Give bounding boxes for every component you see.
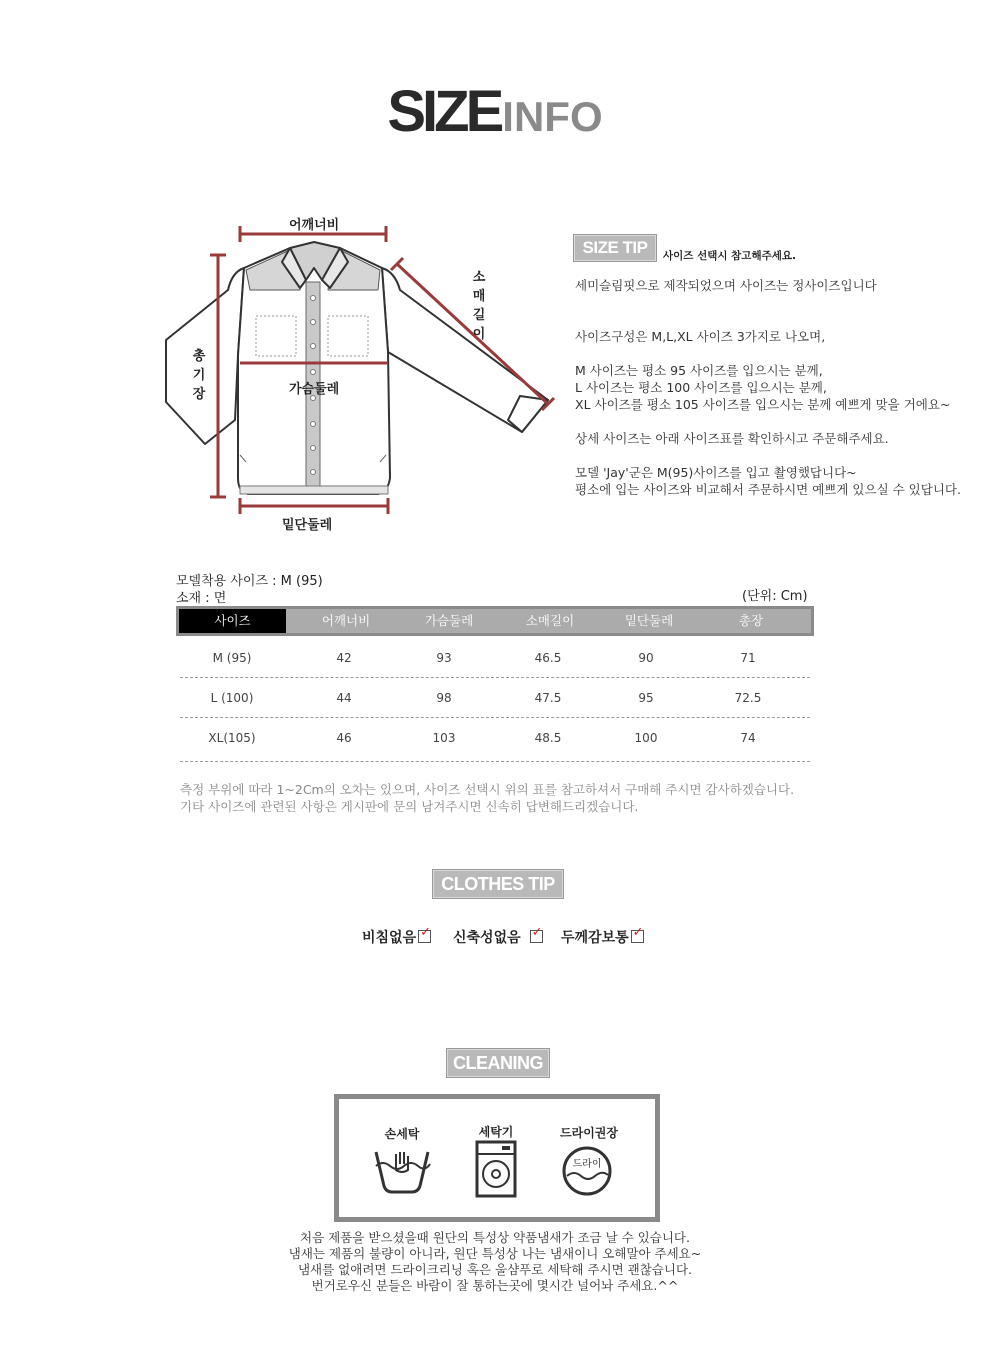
checkmark-icon: ✓	[420, 925, 432, 940]
cell-sleeve: 47.5	[534, 691, 562, 705]
cell-shoulder: 46	[336, 731, 352, 745]
cell-length: 72.5	[734, 691, 762, 705]
cell-sleeve: 48.5	[534, 731, 562, 745]
size-tip-badge: SIZE TIP	[573, 234, 657, 262]
th-shoulder: 어깨너비	[321, 613, 371, 628]
tip-line: 사이즈구성은 M,L,XL 사이즈 3가지로 나오며,	[575, 329, 826, 344]
clothes-tip-badge: CLOTHES TIP	[432, 869, 564, 899]
unit-label: (단위: Cm)	[742, 589, 808, 604]
tip-line: L 사이즈는 평소 100 사이즈를 입으시는 분께,	[575, 380, 827, 395]
th-size: 사이즈	[179, 609, 286, 633]
check-item-label: 비침없음	[362, 930, 417, 946]
table-note: 측정 부위에 따라 1~2Cm의 오차는 있으며, 사이즈 선택시 위의 표를 참고하셔서 구매해 주시면 감사하겠습니다.	[180, 782, 795, 797]
cell-length: 71	[740, 651, 756, 665]
tip-line: M 사이즈는 평소 95 사이즈를 입으시는 분께,	[575, 363, 823, 378]
title-size: SIZE	[387, 79, 501, 144]
title-info: INFO	[502, 93, 603, 140]
checkbox-icon	[631, 925, 644, 943]
dry-clean-icon	[561, 1146, 613, 1196]
dry-clean-icon-text: 드라이	[572, 1159, 602, 1170]
washing-machine-icon	[474, 1140, 518, 1198]
cleaning-note: 번거로우신 분들은 바람이 잘 통하는곳에 몇시간 널어놔 주세요.^^	[311, 1278, 679, 1293]
dry-clean-label: 드라이권장	[560, 1126, 618, 1140]
checkmark-icon: ✓	[632, 925, 644, 940]
check-item	[362, 927, 431, 947]
cell-sleeve: 46.5	[534, 651, 562, 665]
tip-line: 평소에 입는 사이즈와 비교해서 주문하시면 예쁘게 있으실 수 있답니다.	[575, 482, 961, 497]
tip-line: XL 사이즈를 평소 105 사이즈를 입으시는 분께 예쁘게 맞을 거에요~	[575, 397, 951, 412]
check-item-label: 신축성없음	[453, 930, 521, 946]
cell-shoulder: 42	[336, 651, 352, 665]
checkbox-icon	[418, 925, 432, 943]
tip-line: 상세 사이즈는 아래 사이즈표를 확인하시고 주문해주세요.	[575, 431, 889, 446]
model-size-info: 모델착용 사이즈 : M (95)	[176, 574, 323, 589]
check-item-label: 두께감보통	[561, 930, 629, 946]
table-note: 기타 사이즈에 관련된 사항은 게시판에 문의 남겨주시면 신속히 답변해드리겠습니다.	[180, 799, 639, 814]
hand-wash-label: 손세탁	[384, 1127, 420, 1141]
cell-hem: 90	[638, 651, 654, 665]
cell-size: L (100)	[210, 691, 254, 705]
cleaning-badge: CLEANING	[446, 1048, 550, 1078]
page-title	[0, 78, 990, 145]
material-info: 소재 : 면	[176, 591, 227, 606]
check-item	[453, 927, 543, 947]
washing-machine-label: 세탁기	[478, 1125, 514, 1139]
shirt-diagram	[150, 200, 570, 540]
cell-chest: 93	[436, 651, 452, 665]
cell-chest: 98	[436, 691, 452, 705]
tip-line: 모델 'Jay'군은 M(95)사이즈를 입고 촬영했답니다~	[575, 465, 857, 480]
cell-size: XL(105)	[208, 731, 256, 745]
row-divider	[180, 761, 810, 762]
cell-length: 74	[740, 731, 756, 745]
th-hem: 밑단둘레	[624, 613, 674, 628]
label-hem: 밑단둘레	[282, 518, 333, 533]
cleaning-note: 냄새를 없애려면 드라이크리닝 혹은 울샴푸로 세탁해 주시면 괜찮습니다.	[297, 1262, 693, 1277]
th-sleeve: 소매길이	[525, 613, 575, 628]
size-tip-caption: 사이즈 선택시 참고해주세요.	[663, 250, 797, 262]
label-sleeve-char: 길	[472, 308, 486, 323]
table-row	[180, 638, 810, 678]
label-length-char: 기	[192, 368, 206, 383]
cleaning-note: 처음 제품을 받으셨을때 원단의 특성상 약품냄새가 조금 날 수 있습니다.	[300, 1230, 690, 1245]
check-item	[561, 927, 644, 947]
label-sleeve-char: 이	[472, 327, 486, 342]
label-chest: 가슴둘레	[289, 382, 340, 397]
cell-hem: 100	[634, 731, 658, 745]
label-sleeve-char: 소	[472, 270, 486, 285]
cell-chest: 103	[432, 731, 456, 745]
label-length-char: 장	[192, 387, 206, 402]
tip-line: 세미슬림핏으로 제작되었으며 사이즈는 정사이즈입니다	[575, 278, 877, 293]
cell-size: M (95)	[212, 651, 252, 665]
shirt-illustration	[166, 242, 548, 494]
table-row	[180, 718, 810, 758]
label-length-char: 총	[192, 349, 206, 364]
checkbox-icon	[530, 925, 543, 943]
hand-wash-icon	[372, 1148, 432, 1194]
table-row	[180, 678, 810, 718]
label-sleeve-char: 매	[472, 289, 486, 304]
th-length: 총장	[738, 613, 764, 628]
label-shoulder: 어깨너비	[289, 218, 340, 233]
checkmark-icon: ✓	[531, 925, 543, 940]
label-sleeve	[470, 268, 488, 344]
table-header	[176, 606, 814, 636]
cleaning-note: 냄새는 제품의 불량이 아니라, 원단 특성상 나는 냄새이니 오해말아 주세요~	[288, 1246, 702, 1261]
cell-hem: 95	[638, 691, 654, 705]
th-chest: 가슴둘레	[424, 613, 474, 628]
cell-shoulder: 44	[336, 691, 352, 705]
label-length	[190, 347, 208, 404]
